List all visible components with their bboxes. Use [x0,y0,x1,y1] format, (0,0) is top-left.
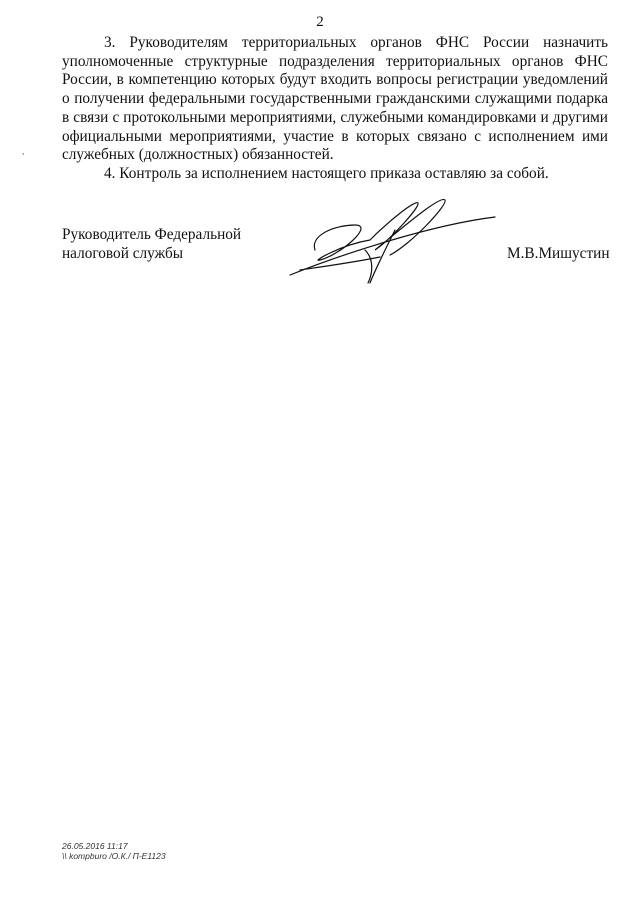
position-line-2: налоговой службы [62,244,184,262]
document-footer [62,841,166,861]
scan-mark: , [22,146,25,156]
paragraph-3: 3. Руководителям территориальных органов ФНС России назначить уполномоченные структурные подразделения территориальных органов ФНС России, в компетенцию которых будут входить вопросы регистрации уведомлений о получении федеральными государственными гражданскими служащими подарка в связи с протокольными мероприятиями, служебными командировками и другими официальными мероприятиями, участие в которых связано с исполнением ими служебных (должностных) обязанностей. [62,34,608,164]
signatory-position [62,226,241,263]
handwritten-signature [280,195,510,290]
signatory-name: М.В.Мишустин [507,245,610,262]
position-line-1: Руководитель Федеральной [62,226,242,243]
footer-timestamp: 26.05.2016 11:17 [62,841,128,851]
document-body [62,34,608,184]
paragraph-4: 4. Контроль за исполнением настоящего приказа оставляю за собой. [104,164,549,182]
footer-file-path: \\ kompburo /О.К./ П-Е1123 [62,851,166,861]
page-number: 2 [316,14,324,30]
